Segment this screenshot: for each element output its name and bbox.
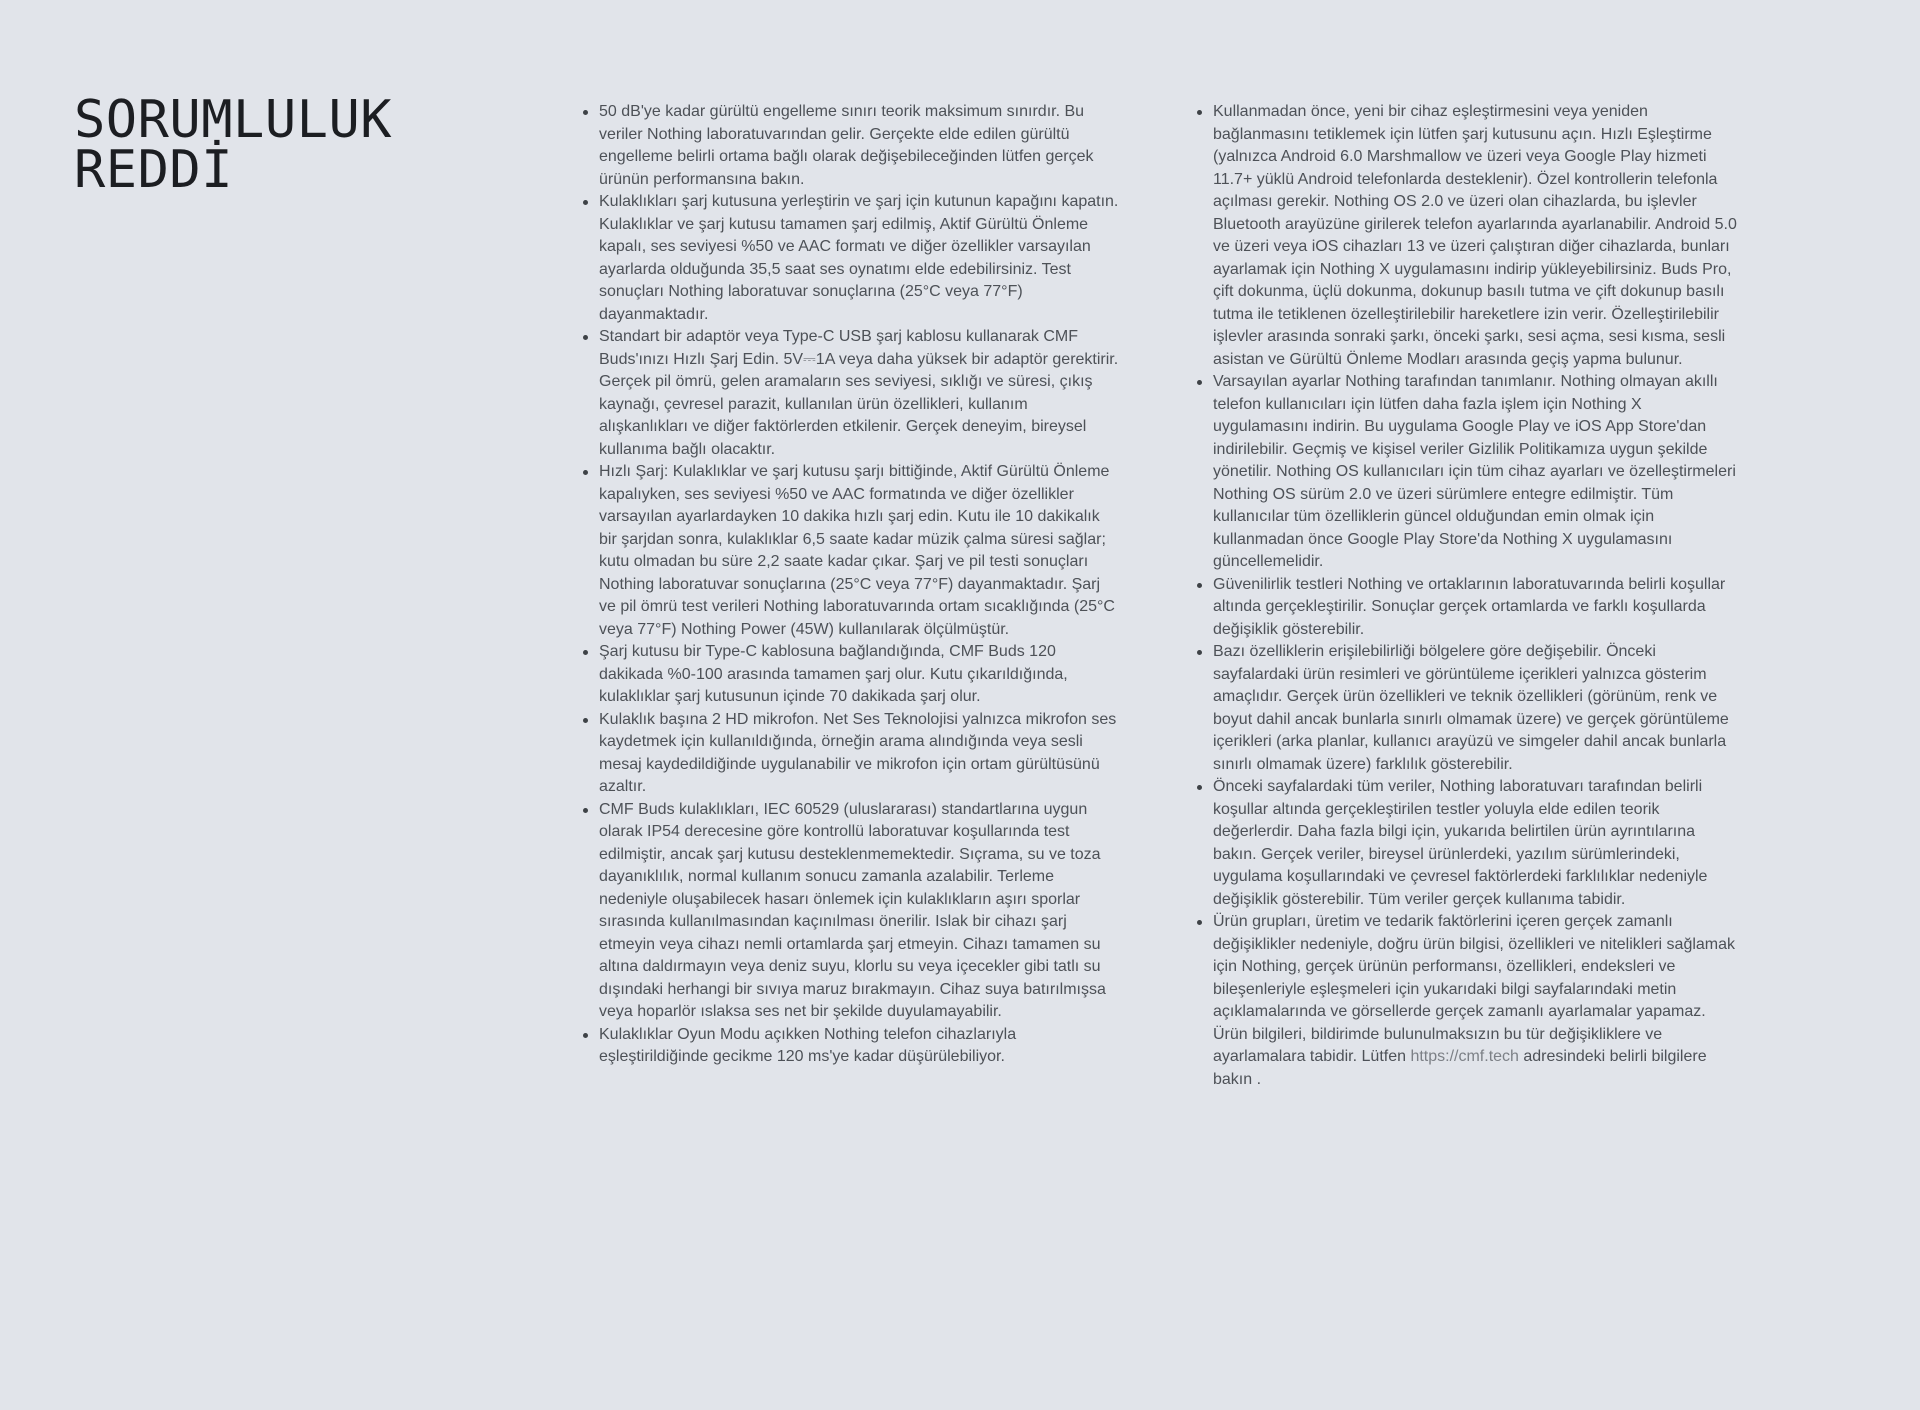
page-title-line-1: SORUMLULUK: [74, 90, 393, 150]
disclaimer-list-left: [576, 101, 1119, 1069]
list-item: Bazı özelliklerin erişilebilirliği bölgelere göre değişebilir. Önceki sayfalardaki ürün resimleri ve görüntüleme içerikleri yalnızca gösterim amaçlıdır. Gerçek ürün özellikleri ve teknik özellikleri (görünüm, renk ve boyut dahil ancak bunlarla sınırlı olmamak üzere) ve gerçek görüntüleme içerikleri (arka planlar, kullanıcı arayüzü ve simgeler dahil ancak bunlarla sınırlı olmamak üzere) farklılık gösterebilir.: [1213, 641, 1739, 776]
list-item: 50 dB'ye kadar gürültü engelleme sınırı teorik maksimum sınırdır. Bu veriler Nothing laboratuvarından gelir. Gerçekte elde edilen gürültü engelleme belirli ortama bağlı olarak değişebileceğinden lütfen gerçek ürünün performansına bakın.: [599, 101, 1119, 191]
list-item: Şarj kutusu bir Type-C kablosuna bağlandığında, CMF Buds 120 dakikada %0-100 arasında tamamen şarj olur. Kutu çıkarıldığında, kulaklıklar şarj kutusunun içinde 70 dakikada şarj olur.: [599, 641, 1119, 709]
list-item: Kulaklık başına 2 HD mikrofon. Net Ses Teknolojisi yalnızca mikrofon ses kaydetmek için kullanıldığında, örneğin arama alındığında veya sesli mesaj kaydedildiğinde uygulanabilir ve mikrofon için ortam gürültüsünü azaltır.: [599, 709, 1119, 799]
page-title-line-2: REDDİ: [74, 140, 234, 200]
list-item: Kulaklıkları şarj kutusuna yerleştirin ve şarj için kutunun kapağını kapatın. Kulaklıklar ve şarj kutusu tamamen şarj edilmiş, Aktif Gürültü Önleme kapalı, ses seviyesi %50 ve AAC formatı ve diğer özellikler varsayılan ayarlarda olduğunda 35,5 saat ses oynatımı elde edebilirsiniz. Test sonuçları Nothing laboratuvar sonuçlarına (25°C veya 77°F) dayanmaktadır.: [599, 191, 1119, 326]
list-item: Hızlı Şarj: Kulaklıklar ve şarj kutusu şarjı bittiğinde, Aktif Gürültü Önleme kapalıyken, ses seviyesi %50 ve AAC formatında ve diğer özellikler varsayılan ayarlardayken 10 dakika hızlı şarj edin. Kutu ile 10 dakikalık bir şarjdan sonra, kulaklıklar 6,5 saate kadar müzik çalma süresi sağlar; kutu olmadan bu süre 2,2 saate kadar çıkar. Şarj ve pil testi sonuçları Nothing laboratuvar sonuçlarına (25°C veya 77°F) dayanmaktadır. Şarj ve pil ömrü test verileri Nothing laboratuvarında ortam sıcaklığında (25°C veya 77°F) Nothing Power (45W) kullanılarak ölçülmüştür.: [599, 461, 1119, 641]
list-item: CMF Buds kulaklıkları, IEC 60529 (uluslararası) standartlarına uygun olarak IP54 derecesine göre kontrollü laboratuvar koşullarında test edilmiştir, ancak şarj kutusu desteklenmemektedir. Sıçrama, su ve toza dayanıklılık, normal kullanım sonucu zamanla azalabilir. Terleme nedeniyle oluşabilecek hasarı önlemek için kulaklıkların aşırı sporlar sırasında kullanılmasından kaçınılması önerilir. Islak bir cihazı şarj etmeyin veya cihazı nemli ortamlarda şarj etmeyin. Cihazı tamamen su altına daldırmayın veya deniz suyu, klorlu su veya içecekler gibi tatlı su dışındaki herhangi bir sıvıya maruz bırakmayın. Cihaz suya batırılmışsa veya hoparlör ıslaksa ses net bir şekilde duyulamayabilir.: [599, 799, 1119, 1024]
list-item: Önceki sayfalardaki tüm veriler, Nothing laboratuvarı tarafından belirli koşullar altında gerçekleştirilen testler yoluyla elde edilen teorik değerlerdir. Daha fazla bilgi için, yukarıda belirtilen ürün ayrıntılarına bakın. Gerçek veriler, bireysel ürünlerdeki, yazılım sürümlerindeki, uygulama koşullarındaki ve çevresel faktörlerdeki farklılıklar nedeniyle değişiklik gösterebilir. Tüm veriler gerçek kullanıma tabidir.: [1213, 776, 1739, 911]
cmf-website-link[interactable]: https://cmf.tech: [1410, 1048, 1519, 1065]
list-item: Kullanmadan önce, yeni bir cihaz eşleştirmesini veya yeniden bağlanmasını tetiklemek için lütfen şarj kutusunu açın. Hızlı Eşleştirme (yalnızca Android 6.0 Marshmallow ve üzeri veya Google Play hizmeti 11.7+ yüklü Android telefonlarda desteklenir). Özel kontrollerin telefonla açılması gerekir. Nothing OS 2.0 ve üzeri olan cihazlarda, bu işlevler Bluetooth arayüzüne girilerek telefon ayarlarında ayarlanabilir. Android 5.0 ve üzeri veya iOS cihazları 13 ve üzeri çalıştıran diğer cihazlarda, bunları ayarlamak için Nothing X uygulamasını indirip yükleyebilirsiniz. Buds Pro, çift dokunma, üçlü dokunma, dokunup basılı tutma ve çift dokunup basılı tutma ile tetiklenen özelleştirilebilir hareketlere izin verir. Özelleştirilebilir işlevler arasında sonraki şarkı, önceki şarkı, sesi açma, sesi kısma, sesli asistan ve Gürültü Önleme Modları arasında geçiş yapma bulunur.: [1213, 101, 1739, 371]
disclaimer-list-right: [1190, 101, 1739, 1091]
list-item: Varsayılan ayarlar Nothing tarafından tanımlanır. Nothing olmayan akıllı telefon kullanıcıları için lütfen daha fazla işlem için Nothing X uygulamasını indirin. Bu uygulama Google Play ve iOS App Store'dan indirilebilir. Geçmiş ve kişisel veriler Gizlilik Politikamıza uygun şekilde yönetilir. Nothing OS kullanıcıları için tüm cihaz ayarları ve özelleştirmeleri Nothing OS sürüm 2.0 ve üzeri sürümlere entegre edilmiştir. Tüm kullanıcılar tüm özelliklerin güncel olduğundan emin olmak için kullanmadan önce Google Play Store'da Nothing X uygulamasını güncellemelidir.: [1213, 371, 1739, 574]
list-item-suffix: adresindeki belirli bilgilere bakın .: [1213, 1048, 1707, 1088]
list-item: Güvenilirlik testleri Nothing ve ortaklarının laboratuvarında belirli koşullar altında gerçekleştirilir. Sonuçlar gerçek ortamlarda ve farklı koşullarda değişiklik gösterebilir.: [1213, 574, 1739, 642]
list-item-text: Ürün grupları, üretim ve tedarik faktörlerini içeren gerçek zamanlı değişiklikler nedeniyle, doğru ürün bilgisi, özellikleri ve nitelikleri sağlamak için Nothing, gerçek ürünün performansı, özellikleri, endeksleri ve bileşenleriyle eşleşmeleri için yukarıdaki bilgi sayfalarındaki metin açıklamalarında ve görsellerde gerçek zamanlı ayarlamalar yapamaz. Ürün bilgileri, bildirimde bulunulmaksızın bu tür değişikliklere ve ayarlamalara tabidir. Lütfen: [1213, 913, 1736, 1065]
list-item: Standart bir adaptör veya Type-C USB şarj kablosu kullanarak CMF Buds'ınızı Hızlı Şarj Edin. 5V⎓1A veya daha yüksek bir adaptör gerektirir. Gerçek pil ömrü, gelen aramaların ses seviyesi, sıklığı ve süresi, çıkış kaynağı, çevresel parazit, kullanılan ürün özellikleri, kullanım alışkanlıkları ve diğer faktörlerden etkilenir. Gerçek deneyim, bireysel kullanıma bağlı olacaktır.: [599, 326, 1119, 461]
page-title: [74, 90, 494, 200]
list-item: Kulaklıklar Oyun Modu açıkken Nothing telefon cihazlarıyla eşleştirildiğinde gecikme 120 ms'ye kadar düşürülebiliyor.: [599, 1024, 1119, 1069]
list-item-last: [1213, 911, 1739, 1091]
